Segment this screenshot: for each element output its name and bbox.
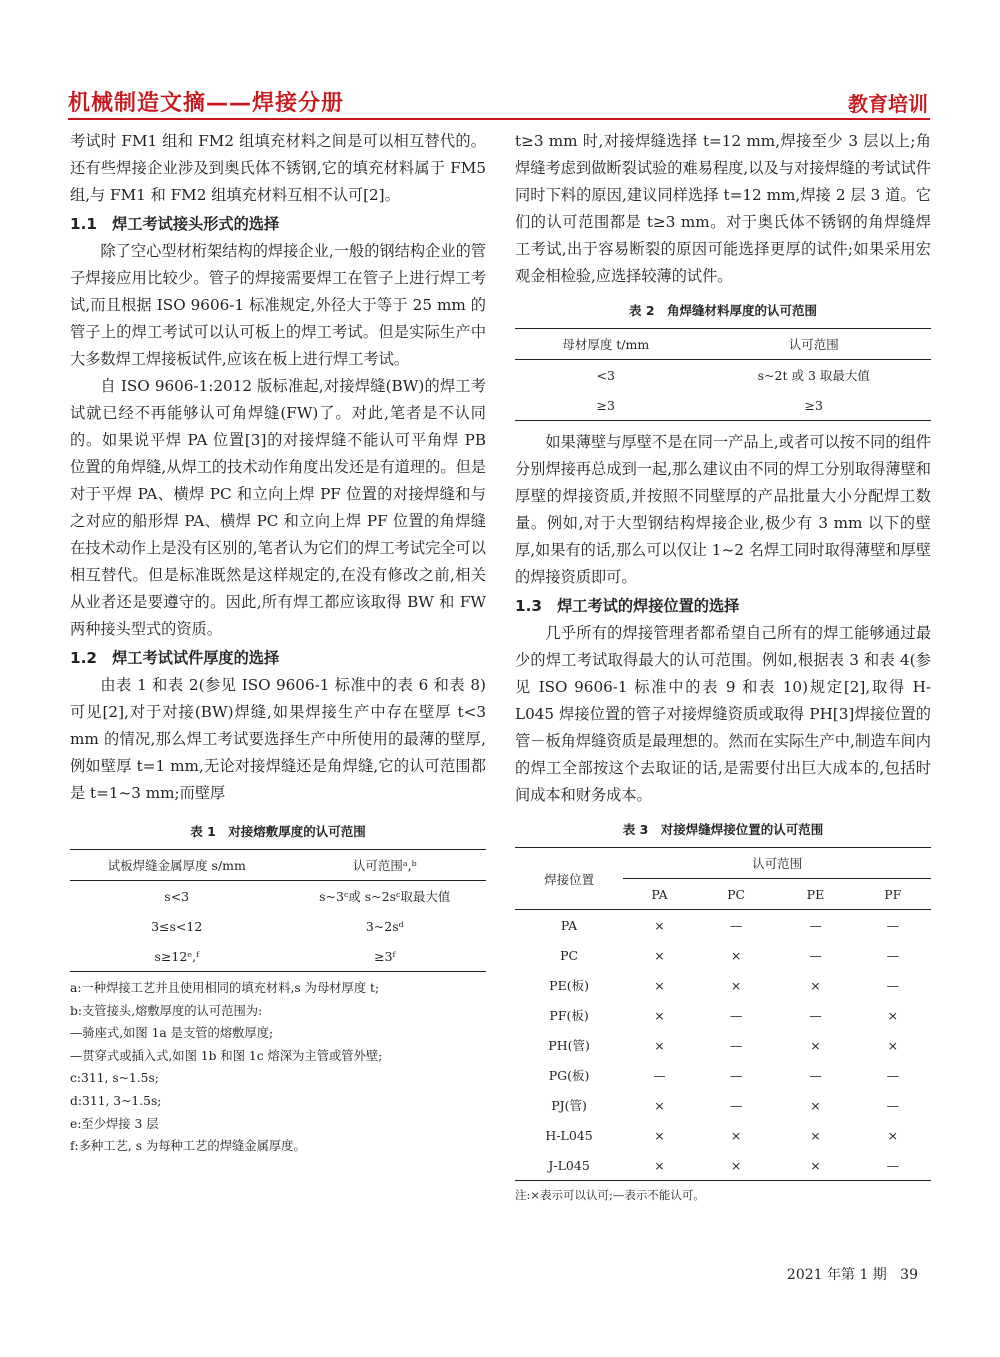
table-cell: —	[729, 1037, 743, 1053]
table-cell: ×	[654, 1007, 665, 1023]
header-rule	[68, 118, 930, 120]
table-cell: ×	[623, 1150, 696, 1181]
right-column	[515, 128, 931, 1203]
table-row	[515, 1000, 931, 1030]
table-note: e:至少焊接 3 层	[70, 1116, 159, 1131]
table-cell: ×	[696, 1150, 776, 1181]
table-cell: —	[809, 947, 822, 963]
table-cell: J-L045	[515, 1150, 623, 1181]
section-heading-1-2: 1.2 焊工考试试件厚度的选择	[70, 649, 280, 667]
table-note: a:一种焊接工艺并且使用相同的填充材料,s 为母材厚度 t;	[70, 981, 380, 995]
table-cell: ×	[654, 917, 665, 933]
table-cell: PC	[560, 947, 579, 963]
table-cell: PA	[560, 917, 578, 933]
section-heading-1-3: 1.3 焊工考试的焊接位置的选择	[515, 597, 740, 615]
table-header-cell: PC	[696, 879, 776, 910]
table2	[515, 328, 931, 421]
table1	[70, 849, 486, 972]
table2-caption: 表 2 角焊缝材料厚度的认可范围	[628, 303, 818, 318]
table-row	[515, 390, 931, 421]
table-cell: PJ(管)	[551, 1098, 587, 1113]
table-cell: ×	[654, 1097, 665, 1113]
table-header-cell: 母材厚度 t/mm	[515, 329, 697, 360]
table-cell: ≥3ᶠ	[283, 941, 486, 972]
table-cell: ×	[654, 977, 665, 993]
table-row	[515, 360, 931, 391]
table-cell: ×	[887, 1037, 899, 1053]
table-cell: ×	[887, 1127, 899, 1143]
table-header-cell: PA	[623, 879, 696, 910]
paragraph: 由表 1 和表 2(参见 ISO 9606-1 标准中的表 6 和表 8)可见[2],对于对接(BW)焊缝,如果焊接生产中存在壁厚 t<3 mm 的情况,那么焊工考试要选择生产中所使用的最薄的壁厚,例如壁厚 t=1 mm,无论对接焊缝还是角焊缝,它的认可范围都是 t=1~3 mm;而壁厚	[70, 676, 486, 802]
table-cell: s~2t 或 3 取最大值	[757, 368, 870, 383]
table-cell: ×	[810, 1037, 821, 1053]
paragraph: 除了空心型材桁架结构的焊接企业,一般的钢结构企业的管子焊接应用比较少。管子的焊接需要焊工在管子上进行焊工考试,而且根据 ISO 9606-1 标准规定,外径大于等于 25 mm 的管子上的焊工考试可以认可板上的焊工考试。但是实际生产中大多数焊工焊接板试件,应该在板上进行焊工考试。	[70, 242, 486, 368]
table-header-cell: 认可范围ᵃ,ᵇ	[283, 850, 486, 881]
table-cell: —	[729, 917, 743, 933]
table-cell: —	[729, 1097, 743, 1113]
table-cell: —	[886, 977, 900, 993]
table1-notes	[70, 977, 486, 1158]
table-cell: 3~2sᵈ	[365, 918, 404, 934]
table-cell: —	[855, 1150, 931, 1181]
table-header-cell: 焊接位置	[515, 848, 623, 910]
table-note: —贯穿式或插入式,如图 1b 和图 1c 熔深为主管或管外壁;	[70, 1048, 383, 1063]
table-header-cell: 试板焊缝金属厚度 s/mm	[70, 850, 283, 881]
table-cell: ×	[730, 977, 742, 993]
table-header-cell: 认可范围	[623, 848, 931, 879]
table-row	[70, 941, 486, 972]
issue-label: 2021 年第 1 期	[786, 1267, 887, 1283]
section-heading-1-1: 1.1 焊工考试接头形式的选择	[70, 215, 280, 233]
table-cell: ×	[776, 1150, 854, 1181]
table-header-cell: PE	[776, 879, 854, 910]
table-cell: —	[886, 1067, 900, 1083]
page-footer	[787, 1264, 918, 1284]
table-row	[515, 1030, 931, 1060]
table-row	[515, 1090, 931, 1120]
table-header-cell: 认可范围	[697, 329, 931, 360]
table-note: c:311, s~1.5s;	[70, 1071, 159, 1086]
table-cell: H-L045	[545, 1127, 593, 1143]
table-cell: PH(管)	[548, 1038, 590, 1053]
paragraph: 几乎所有的焊接管理者都希望自己所有的焊工能够通过最少的焊工考试取得最大的认可范围。例如,根据表 3 和表 4(参见 ISO 9606-1 标准中的表 9 和表 10)规定[2],取得 H-L045 焊接位置的管子对接焊缝资质或取得 PH[3]焊接位置的管－板角焊缝资质是最理想的。然而在实际生产中,制造车间内的焊工全部按这个去取证的话,是需要付出巨大成本的,包括时间成本和财务成本。	[515, 624, 931, 804]
section-title: 教育培训	[848, 92, 928, 116]
table-cell: —	[809, 1067, 822, 1083]
table-cell: ×	[730, 1127, 742, 1143]
table3-note: 注:×表示可以认可;—表示不能认可。	[515, 1188, 705, 1202]
table-row	[70, 881, 486, 912]
paragraph: 自 ISO 9606-1:2012 版标准起,对接焊缝(BW)的焊工考试就已经不再能够认可角焊缝(FW)了。对此,笔者是不认同的。如果说平焊 PA 位置[3]的对接焊缝不能认可平角焊 PB 位置的角焊缝,从焊工的技术动作角度出发还是有道理的。但是对于平焊 PA、横焊 PC 和立向上焊 PF 位置的对接焊缝和与之对应的船形焊 PA、横焊 PC 和立向上焊 PF 位置的角焊缝在技术动作上是没有区别的,笔者认为它们的焊工考试完全可以相互替代。但是标准既然是这样规定的,在没有修改之前,相关从业者还是要遵守的。因此,所有焊工都应该取得 BW 和 FW 两种接头型式的资质。	[70, 377, 486, 638]
table-cell: —	[729, 1067, 743, 1083]
table-row	[515, 970, 931, 1000]
table-row	[70, 911, 486, 941]
table-cell: <3	[596, 367, 615, 383]
table1-caption: 表 1 对接熔敷厚度的认可范围	[190, 824, 366, 839]
page-number: 39	[900, 1267, 918, 1283]
table-cell: ≥3	[697, 390, 931, 421]
table-row	[515, 940, 931, 970]
table-header-cell: PF	[855, 879, 931, 910]
table-cell: ×	[810, 1127, 821, 1143]
table-cell: ×	[810, 1097, 821, 1113]
table-cell: ×	[654, 947, 665, 963]
table-cell: ×	[730, 947, 742, 963]
table-cell: —	[886, 1097, 900, 1113]
table-note: f:多种工艺, s 为每种工艺的焊缝金属厚度。	[70, 1139, 306, 1154]
table3-caption: 表 3 对接焊缝焊接位置的认可范围	[622, 822, 824, 837]
table-row	[515, 1150, 931, 1181]
table-note: d:311, 3~1.5s;	[70, 1093, 162, 1108]
table-cell: PE(板)	[549, 978, 589, 993]
table-cell: ×	[654, 1037, 665, 1053]
table3	[515, 847, 931, 1181]
table-cell: ≥3	[515, 390, 697, 421]
table-cell: ×	[887, 1007, 899, 1023]
table-cell: PG(板)	[548, 1068, 590, 1083]
table-cell: —	[809, 917, 822, 933]
table-note: —骑座式,如图 1a 是支管的熔敷厚度;	[70, 1026, 274, 1041]
table-cell: ×	[654, 1127, 665, 1143]
paragraph: t≥3 mm 时,对接焊缝选择 t=12 mm,焊接至少 3 层以上;角焊缝考虑到做断裂试验的难易程度,以及与对接焊缝的考试试件同时下料的原因,建议同样选择 t=12 mm,焊接 2 层 3 道。它们的认可范围都是 t≥3 mm。对于奥氏体不锈钢的角焊缝焊工考试,出于容易断裂的原因可能选择更厚的试件;如果采用宏观金相检验,应选择较薄的试件。	[515, 132, 931, 285]
table-cell: 3≤s<12	[151, 918, 203, 934]
left-column	[70, 128, 486, 1158]
table-cell: —	[886, 917, 900, 933]
table-note: b:支管接头,熔敷厚度的认可范围为:	[70, 1003, 263, 1018]
table-row	[515, 1060, 931, 1090]
table-cell: s~3ᶜ或 s~2sᶜ取最大值	[319, 889, 451, 904]
table-cell: s<3	[164, 888, 190, 904]
table-row	[515, 910, 931, 941]
paragraph: 如果薄壁与厚壁不是在同一产品上,或者可以按不同的组件分别焊接再总成到一起,那么建议由不同的焊工分别取得薄壁和厚壁的焊接资质,并按照不同壁厚的产品批量大小分配焊工数量。例如,对于大型钢结构焊接企业,极少有 3 mm 以下的壁厚,如果有的话,那么可以仅让 1~2 名焊工同时取得薄壁和厚壁的焊接资质即可。	[515, 433, 931, 586]
paragraph: 考试时 FM1 组和 FM2 组填充材料之间是可以相互替代的。还有些焊接企业涉及到奥氏体不锈钢,它的填充材料属于 FM5 组,与 FM1 和 FM2 组填充材料互相不认可[2]。	[70, 132, 486, 204]
table-cell: s≥12ᵉ,ᶠ	[70, 941, 283, 972]
table-cell: —	[729, 1007, 743, 1023]
table-cell: ×	[810, 977, 821, 993]
journal-title: 机械制造文摘——焊接分册	[68, 91, 345, 116]
table-cell: —	[886, 947, 900, 963]
table-cell: PF(板)	[549, 1008, 589, 1023]
table-cell: —	[653, 1067, 666, 1083]
table-cell: —	[809, 1007, 822, 1023]
table-row	[515, 1120, 931, 1150]
